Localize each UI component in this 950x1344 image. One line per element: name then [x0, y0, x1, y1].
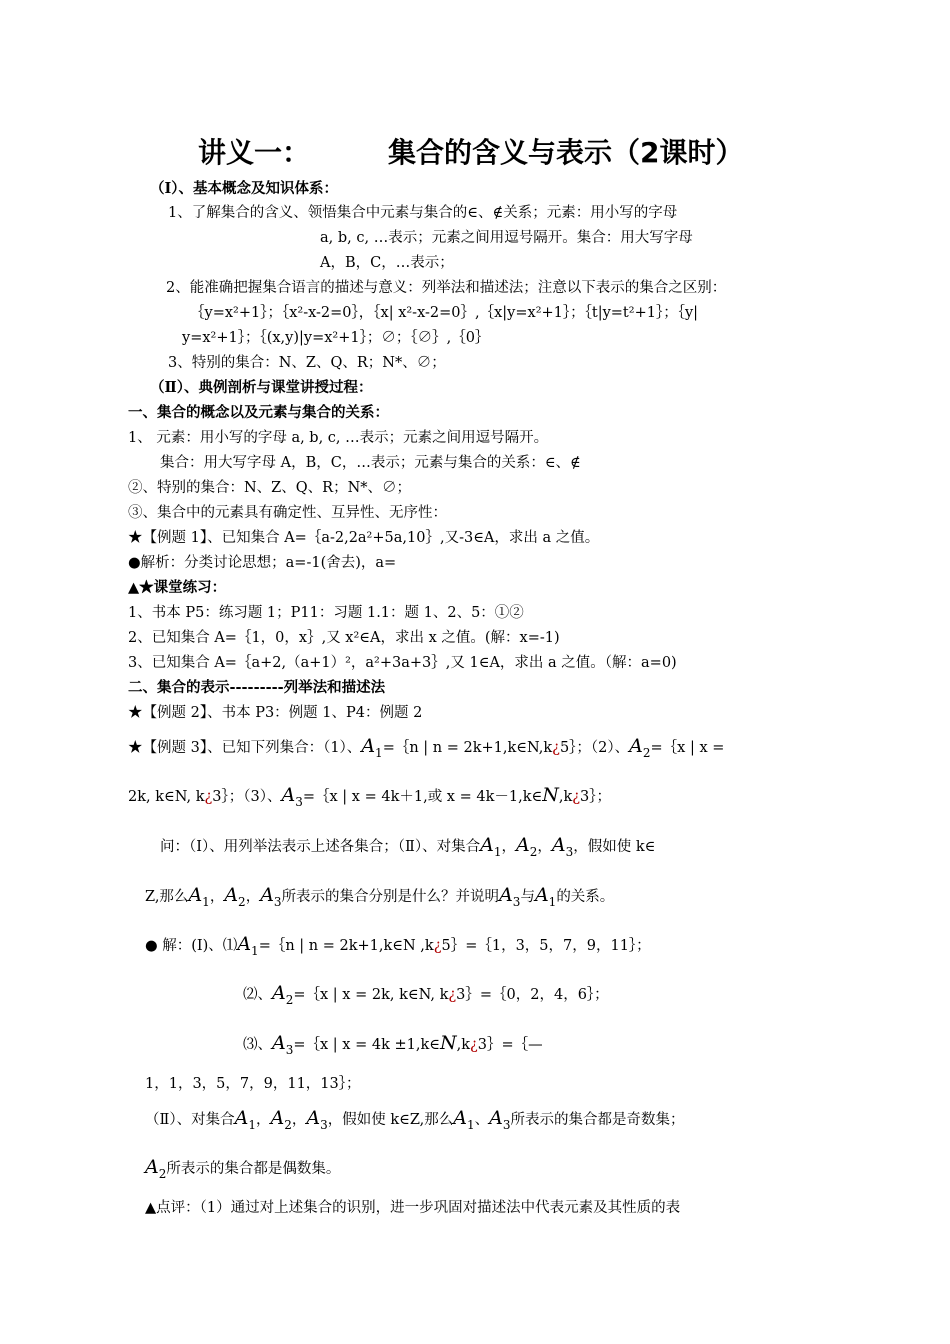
text-line: ●解析：分类讨论思想；a=-1(舍去)，a=: [128, 555, 397, 571]
text-line: 2、能准确把握集合语言的描述与意义：列举法和描述法；注意以下表示的集合之区别：: [166, 280, 727, 296]
solution-line-5: （Ⅱ）、对集合$A_1$，$A_2$，$A_3$，假如使 k∈Z,那么$A_1$、$A_3$所表示的集合都是奇数集；: [145, 1107, 685, 1132]
practice-heading: ▲★课堂练习：: [128, 579, 227, 596]
question-line-2: Z,那么$A_1$，$A_2$，$A_3$所表示的集合分别是什么？并说明$A_3$与$A_1$的关系。: [145, 884, 615, 909]
solution-line-4: 1，1，3，5，7，9，11，13｝；: [145, 1076, 361, 1092]
text-line: 3、特别的集合：N、Z、Q、R；N*、∅；: [168, 355, 446, 371]
text-line: 2、已知集合 A=｛1，0，x｝,又 x²∈A，求出 x 之值。(解：x=-1): [128, 630, 560, 646]
set-a3: $A_3$: [281, 784, 303, 809]
solution-line-3: ⑶、$A_3=\{x$ | x = 4k ±1,k∈N,k¿3｝=｛—: [243, 1032, 543, 1057]
example-3-line-1: ★【例题 3】、已知下列集合：（1）、$A_1=\{n$ | n = 2k+1,k∈N,k¿5｝；（2）、$A_2=\{x$ | x =: [128, 735, 725, 760]
text-line: 1、 元素：用小写的字母 a, b, c, …表示；元素之间用逗号隔开。: [128, 430, 549, 446]
example-1: ★【例题 1】、已知集合 A=｛a-2,2a²+5a,10｝,又-3∈A，求出 a 之值。: [128, 530, 600, 546]
text-line: ③、集合中的元素具有确定性、互异性、无序性：: [128, 505, 447, 521]
text-line: 集合：用大写字母 A，B，C，…表示；元素与集合的关系：∈、∉: [160, 455, 581, 471]
text-line: y=x²+1｝；｛(x,y)|y=x²+1｝；∅；｛∅｝,｛0｝: [182, 330, 490, 346]
section-heading-2: （Ⅱ）、典例剖析与课堂讲授过程：: [150, 379, 373, 396]
text-line: 1、了解集合的含义、领悟集合中元素与集合的∈、∉关系；元素：用小写的字母: [168, 205, 678, 221]
example-3-line-2: 2k, k∈N, k¿3｝；（3）、$A_3=\{x$ | x = 4k＋1,或 x = 4k－1,k∈N,k¿3｝；: [128, 784, 612, 809]
page-title: [198, 136, 744, 170]
text-line: 1、书本 P5：练习题 1；P11：习题 1.1：题 1、2、5：①②: [128, 605, 524, 621]
question-line-1: 问：（Ⅰ）、用列举法表示上述各集合；（Ⅱ）、对集合$A_1$，$A_2$，$A_3$，假如使 k∈: [160, 834, 656, 859]
solution-line-6: $A_2$所表示的集合都是偶数集。: [145, 1156, 341, 1181]
text-line: ②、特别的集合：N、Z、Q、R；N*、∅；: [128, 480, 412, 496]
set-a2: $A_2$: [629, 735, 651, 760]
set-a1: $A_1$: [361, 735, 383, 760]
example-2: ★【例题 2】、书本 P3：例题 1、P4：例题 2: [128, 705, 423, 721]
text-line: ｛y=x²+1｝；｛x²-x-2=0｝，｛x| x²-x-2=0｝,｛x|y=x²+1｝；｛t|y=t²+1｝；｛y|: [190, 305, 699, 321]
text-line: 3、已知集合 A=｛a+2,（a+1）²，a²+3a+3｝,又 1∈A，求出 a 之值。（解：a=0): [128, 655, 677, 671]
section-heading-1: （Ⅰ）、基本概念及知识体系：: [150, 180, 339, 197]
title-right: 集合的含义与表示（2课时）: [388, 136, 744, 169]
comment-line: ▲点评：（1）通过对上述集合的识别，进一步巩固对描述法中代表元素及其性质的表: [145, 1200, 681, 1216]
solution-line-1: ● 解：(I)、$⑴A_1=\{n$ | n = 2k+1,k∈N ,k¿5｝=｛1，3，5，7，9，11｝；: [145, 933, 651, 958]
section-heading-4: 二、集合的表示---------列举法和描述法: [128, 679, 386, 696]
title-left: 讲义一：: [198, 136, 311, 169]
solution-line-2: ⑵、$A_2=\{x$ | x = 2k, k∈N, k¿3｝=｛0，2，4，6｝；: [243, 982, 609, 1007]
text-line: A，B，C，…表示；: [320, 255, 454, 271]
text-line: a, b, c, …表示；元素之间用逗号隔开。集合：用大写字母: [320, 230, 693, 246]
section-heading-3: 一、集合的概念以及元素与集合的关系：: [128, 404, 389, 421]
